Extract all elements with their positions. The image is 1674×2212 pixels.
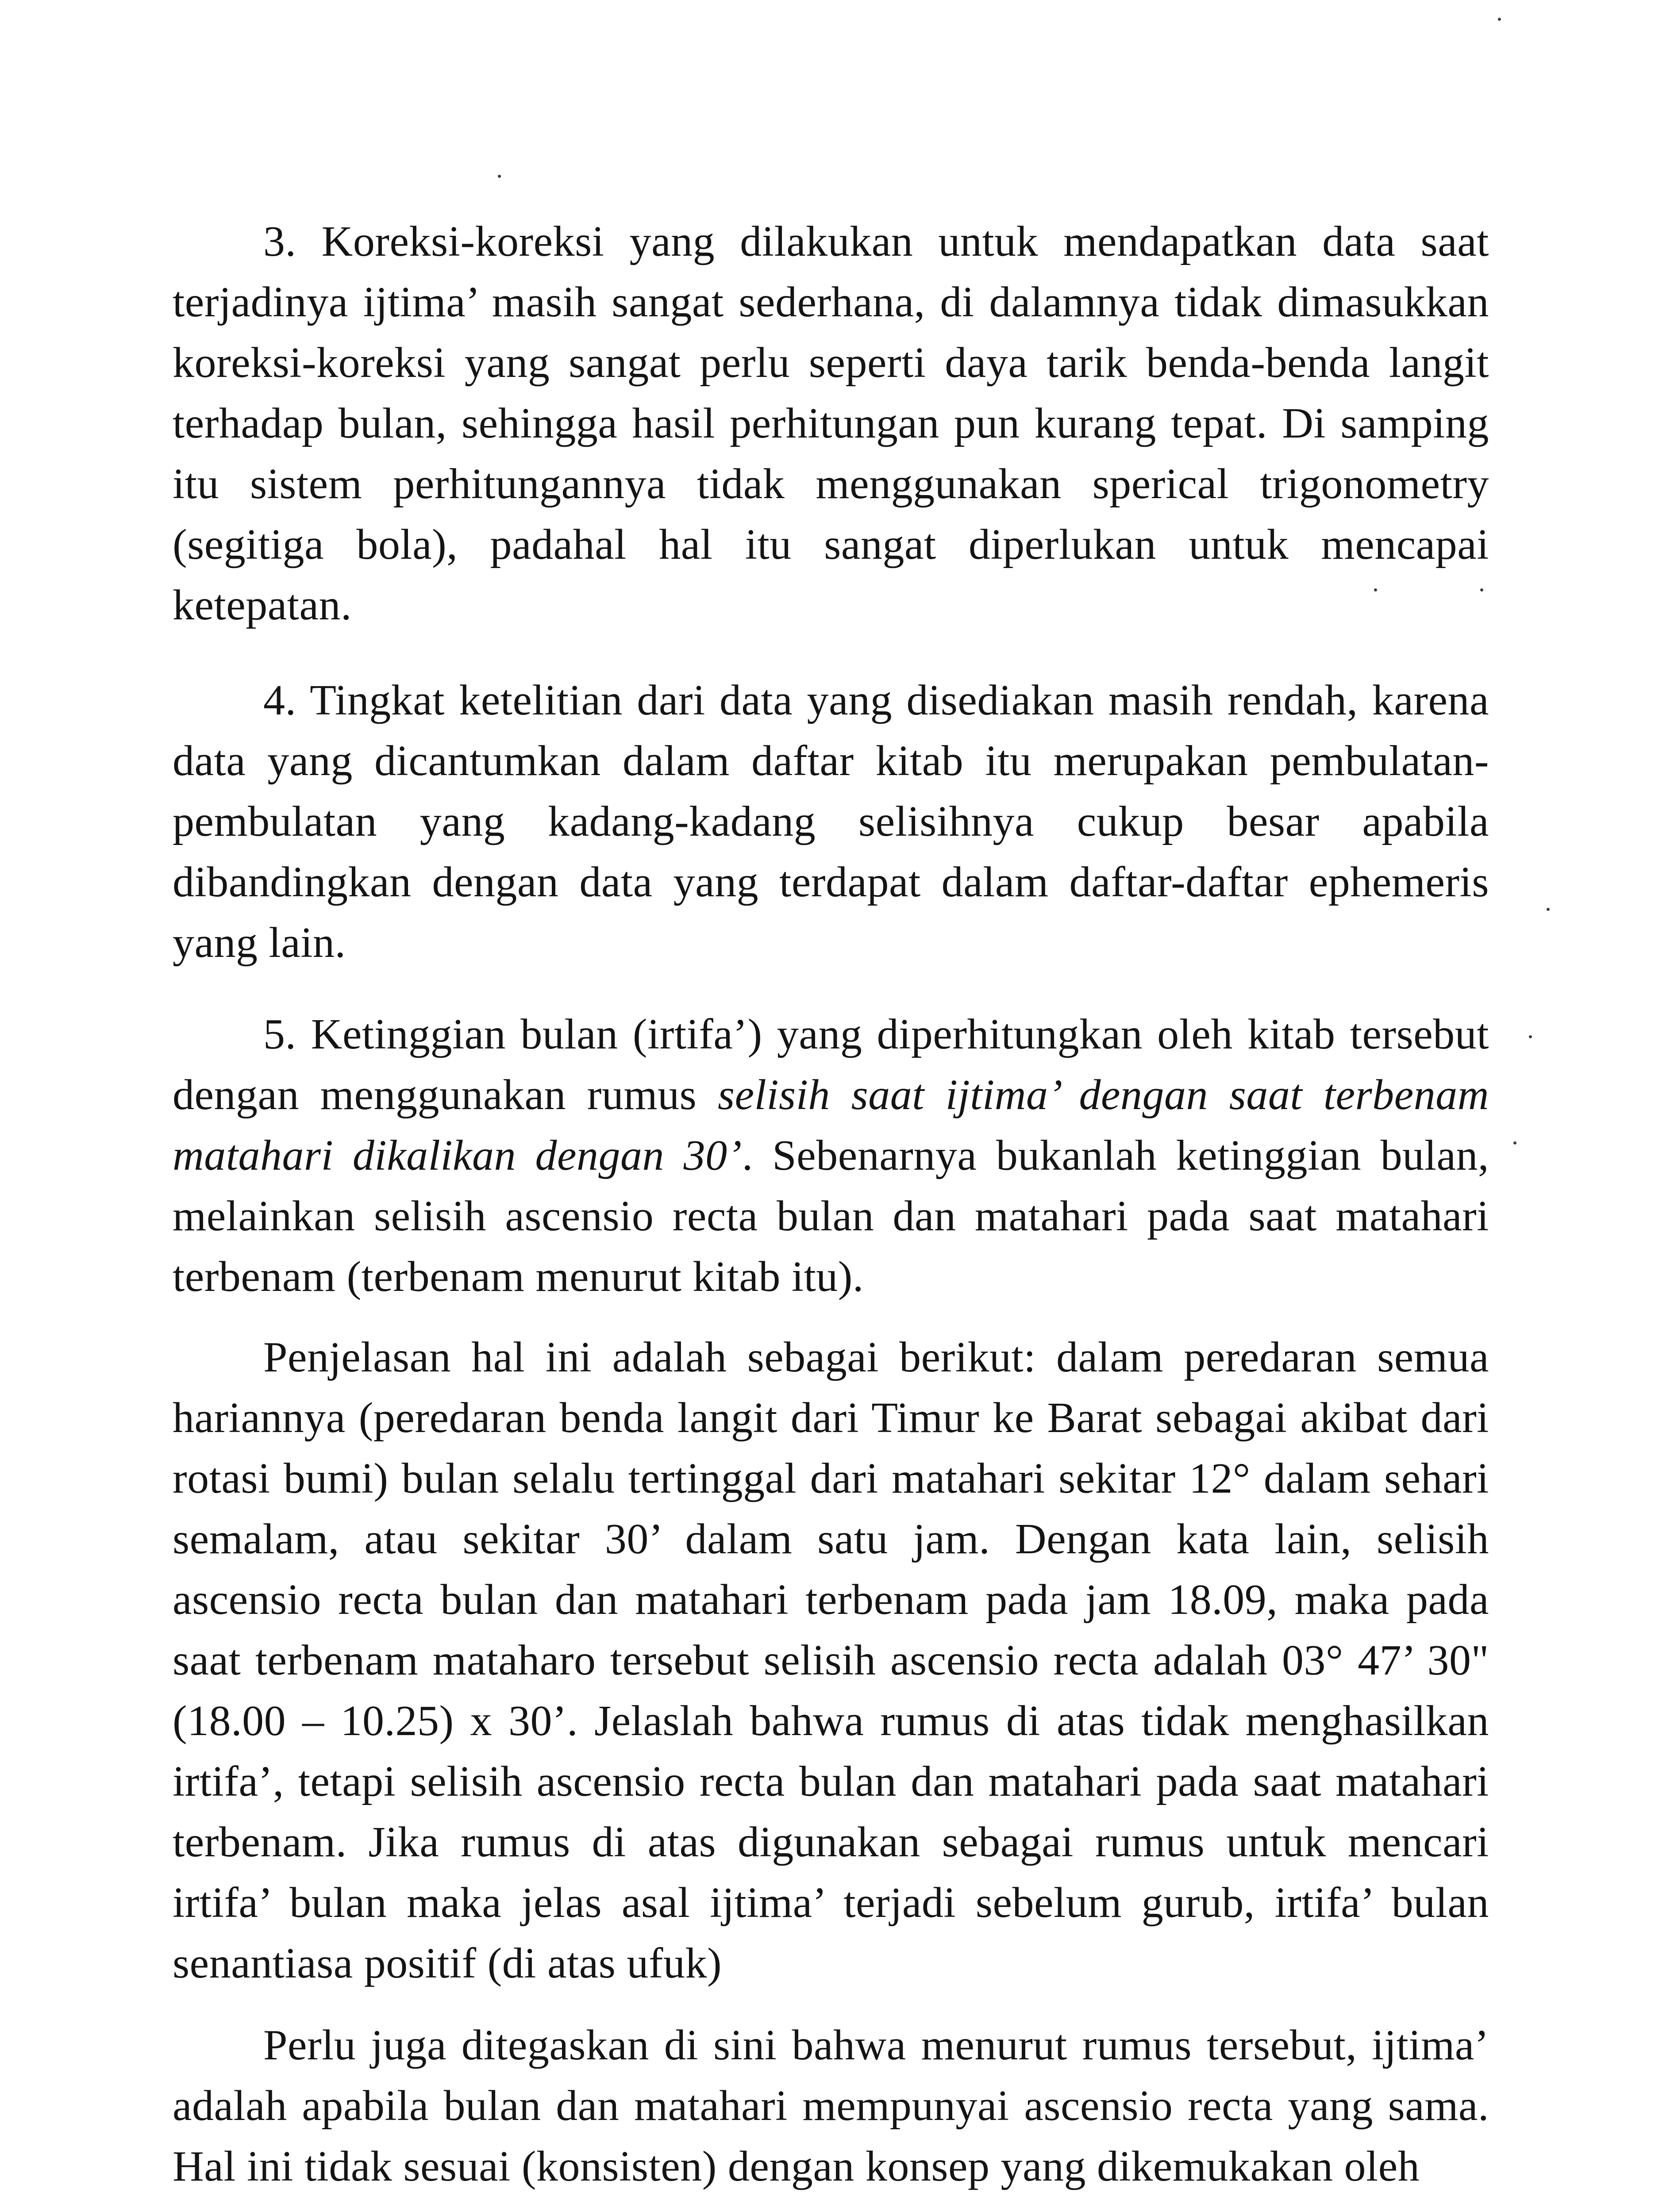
emphasis-text: Perlu juga ditegaskan di sini bahwa menurut rumus tersebut, ijtima’ adalah apabila bulan dan matahari mempunyai ascensio recta yang sama. Hal ini tidak sesuai (konsisten) dengan konsep yang dikemukakan oleh xyxy=(173,2021,1489,2190)
emphasis-paragraph xyxy=(173,2015,1489,2197)
list-item-5-intro: 5. Ketinggian bulan (irtifa’) yang diperhitungkan oleh kitab tersebut dengan menggunakan rumus xyxy=(173,1010,1489,1119)
scan-speck xyxy=(1374,588,1377,591)
list-item-5 xyxy=(173,1004,1489,1307)
scan-speck xyxy=(1513,1141,1516,1144)
list-item-4 xyxy=(173,670,1489,973)
scan-speck xyxy=(1529,1035,1532,1038)
list-item-3-text: 3. Koreksi-koreksi yang dilakukan untuk mendapatkan data saat terjadinya ijtima’ masih sangat sederhana, di dalamnya tidak dimasukkan koreksi-koreksi yang sangat perlu seperti daya tarik benda-benda langit terhadap bulan, sehingga hasil perhitungan pun kurang tepat. Di samping itu sistem perhitungannya tidak menggunakan sperical trigonometry (segitiga bola), padahal hal itu sangat diperlukan untuk mencapai ketepatan. xyxy=(173,218,1489,629)
scan-speck xyxy=(1498,18,1501,21)
scan-speck xyxy=(1547,908,1550,911)
explanation-text: Penjelasan hal ini adalah sebagai berikut: dalam peredaran semua hariannya (peredaran benda langit dari Timur ke Barat sebagai akibat dari rotasi bumi) bulan selalu tertinggal dari matahari sekitar 12° dalam sehari semalam, atau sekitar 30’ dalam satu jam. Dengan kata lain, selisih ascensio recta bulan dan matahari terbenam pada jam 18.09, maka pada saat terbenam mataharo tersebut selisih ascensio recta adalah 03° 47’ 30" (18.00 – 10.25) x 30’. Jelaslah bahwa rumus di atas tidak menghasilkan irtifa’, tetapi selisih ascensio recta bulan dan matahari pada saat matahari terbenam. Jika rumus di atas digunakan sebagai rumus untuk mencari irtifa’ bulan maka jelas asal ijtima’ terjadi sebelum gurub, irtifa’ bulan senantiasa positif (di atas ufuk) xyxy=(173,1333,1489,1987)
scan-speck xyxy=(498,175,501,178)
list-item-3 xyxy=(173,211,1489,636)
list-item-4-text: 4. Tingkat ketelitian dari data yang disediakan masih rendah, karena data yang dicantumkan dalam daftar kitab itu merupakan pembulatan-pembulatan yang kadang-kadang selisihnya cukup besar apabila dibandingkan dengan data yang terdapat dalam daftar-daftar ephemeris yang lain. xyxy=(173,676,1489,967)
formula-text: selisih saat ijtima’ dengan saat terbenam matahari dikalikan dengan 30’ xyxy=(173,1071,1489,1179)
list-item-5-text xyxy=(173,1004,1489,1307)
explanation-paragraph xyxy=(173,1327,1489,1994)
list-item-5-rest: . Sebenarnya bukanlah ketinggian bulan, melainkan selisih ascensio recta bulan dan matahari pada saat matahari terbenam (terbenam menurut kitab itu). xyxy=(173,1132,1489,1301)
scan-speck xyxy=(1480,588,1483,591)
